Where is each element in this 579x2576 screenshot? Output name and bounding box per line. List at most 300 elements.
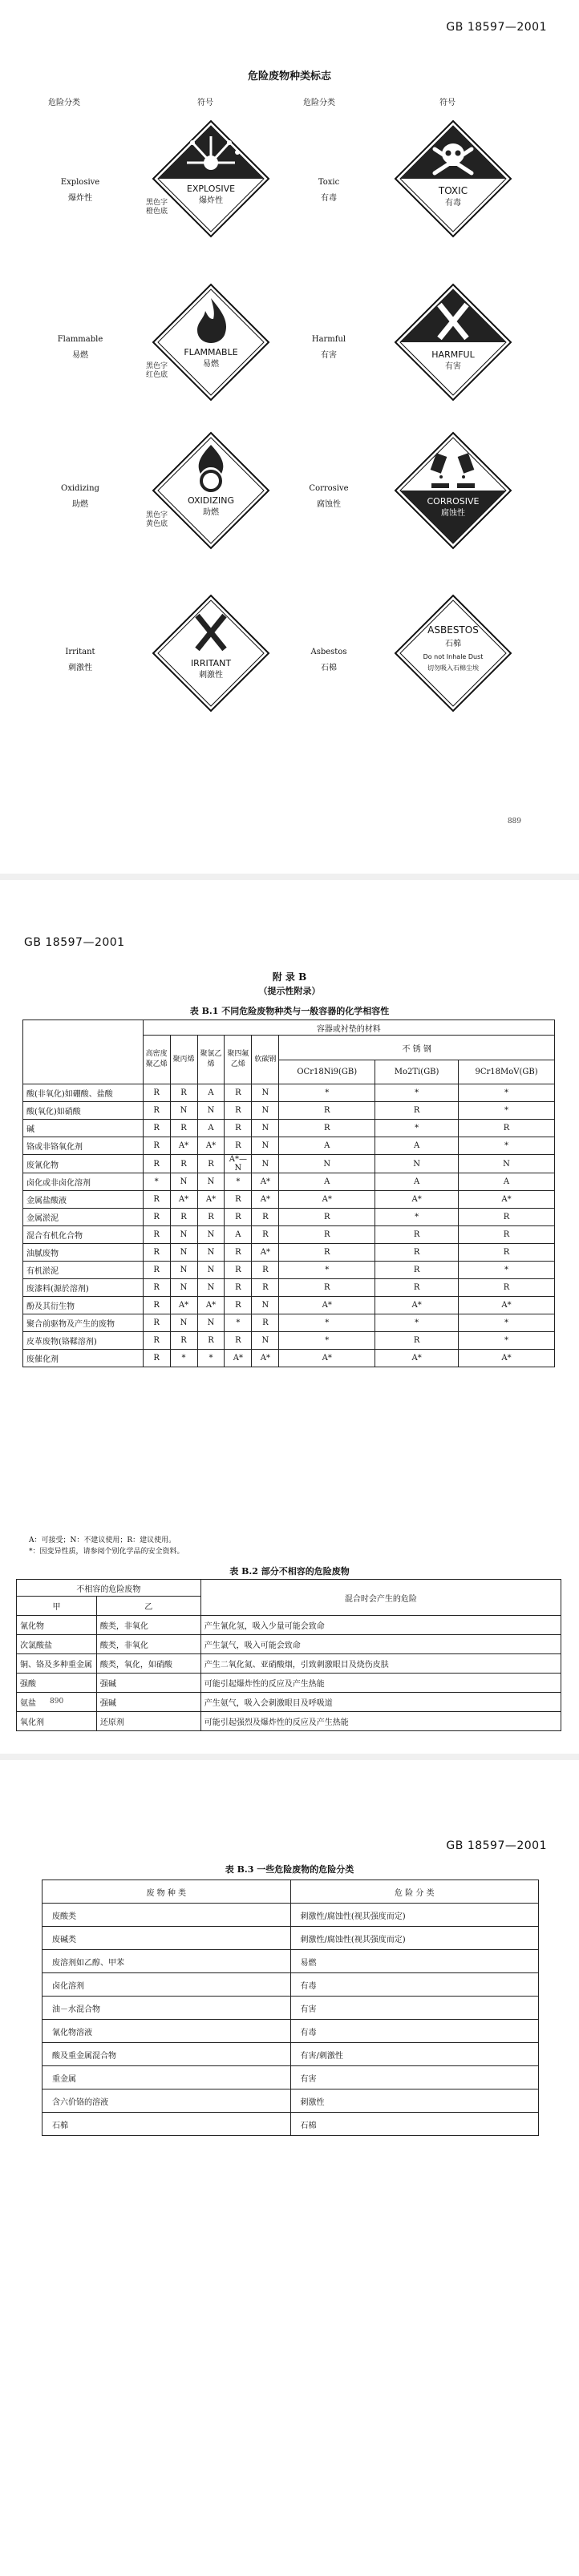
compatibility-cell: * <box>375 1209 459 1226</box>
compatibility-cell: N <box>252 1332 279 1350</box>
compatibility-cell: R <box>375 1262 459 1279</box>
table-row <box>23 1297 555 1314</box>
table-b3-cell-b: 易燃 <box>290 1950 539 1973</box>
sign-label-cn-toxic: 有毒 <box>445 199 461 208</box>
page-title: 危险废物种类标志 <box>247 71 331 83</box>
table-b2-cell-b: 强碱 <box>96 1693 200 1712</box>
table-row <box>23 1191 555 1209</box>
compatibility-cell: A <box>459 1173 555 1191</box>
table-b3-cell-a: 氰化物溶液 <box>43 2020 291 2043</box>
compatibility-cell: A* <box>279 1350 375 1367</box>
compatibility-cell: R <box>225 1084 252 1102</box>
table-row <box>23 1102 555 1120</box>
appendix-title: 附 录 B <box>272 971 307 983</box>
standard-number: GB 18597—2001 <box>24 936 125 949</box>
compatibility-cell: N <box>279 1155 375 1173</box>
table-row <box>23 1155 555 1173</box>
compatibility-cell: A* <box>279 1191 375 1209</box>
compatibility-cell: * <box>459 1262 555 1279</box>
compatibility-cell: A* <box>197 1297 225 1314</box>
compatibility-cell: N <box>197 1102 225 1120</box>
table-b3-cell-a: 重金属 <box>43 2066 291 2089</box>
table-b3-cell-a: 废酸类 <box>43 1904 291 1927</box>
color-note-explosive: 黑色字 橙色底 <box>146 199 168 216</box>
compatibility-cell: N <box>197 1262 225 1279</box>
waste-type-cell: 碱 <box>23 1120 144 1137</box>
compatibility-cell: R <box>375 1279 459 1297</box>
compatibility-cell: R <box>170 1332 197 1350</box>
compatibility-cell: R <box>225 1120 252 1137</box>
compatibility-cell: R <box>143 1350 170 1367</box>
table-b2-header-a: 甲 <box>17 1597 97 1616</box>
compatibility-cell: N <box>197 1279 225 1297</box>
table-b3-cell-b: 刺激性/腐蚀性(视其强度而定) <box>290 1927 539 1950</box>
table-row <box>23 1120 555 1137</box>
table-row <box>43 2066 539 2089</box>
compatibility-cell: A <box>279 1173 375 1191</box>
compatibility-cell: R <box>170 1084 197 1102</box>
compatibility-cell: R <box>143 1155 170 1173</box>
compatibility-cell: A* <box>225 1350 252 1367</box>
compatibility-cell: A <box>197 1120 225 1137</box>
table-b3-cell-a: 废溶剂如乙醇、甲苯 <box>43 1950 291 1973</box>
compatibility-cell: R <box>252 1262 279 1279</box>
compatibility-cell: * <box>225 1314 252 1332</box>
table-b2-cell-b: 酸类，非氧化 <box>96 1616 200 1635</box>
table-row <box>43 1904 539 1927</box>
category-en-harmful: Harmful <box>311 335 346 344</box>
waste-type-cell: 金属淤泥 <box>23 1209 144 1226</box>
compatibility-cell: * <box>459 1314 555 1332</box>
table-row <box>23 1137 555 1155</box>
table-b2-cell-a: 强酸 <box>17 1674 97 1693</box>
table-b3-cell-a: 石棉 <box>43 2113 291 2136</box>
compatibility-cell: N <box>170 1244 197 1262</box>
waste-type-cell: 废催化剂 <box>23 1350 144 1367</box>
compatibility-cell: R <box>143 1226 170 1244</box>
category-cn-harmful: 有害 <box>321 351 337 360</box>
compatibility-cell: R <box>279 1120 375 1137</box>
category-cn-oxidizing: 助燃 <box>72 500 88 509</box>
table-row <box>23 1332 555 1350</box>
compatibility-cell: A* <box>279 1297 375 1314</box>
compatibility-cell: A* <box>170 1137 197 1155</box>
table-row <box>17 1654 561 1674</box>
table-row <box>23 1314 555 1332</box>
compatibility-cell: N <box>252 1155 279 1173</box>
table-b2-cell-b: 强碱 <box>96 1674 200 1693</box>
col-header-category-1: 危险分类 <box>48 99 80 107</box>
compatibility-cell: A* <box>459 1350 555 1367</box>
compatibility-cell: R <box>225 1191 252 1209</box>
table-b2-cell-a: 氧化剂 <box>17 1712 97 1731</box>
sign-label-explosive: EXPLOSIVE <box>186 184 236 194</box>
compatibility-cell: R <box>225 1137 252 1155</box>
standard-number: GB 18597—2001 <box>446 1839 547 1852</box>
compatibility-cell: R <box>459 1209 555 1226</box>
page-890 <box>0 896 579 1730</box>
waste-type-cell: 废漆料(源於溶剂) <box>23 1279 144 1297</box>
standard-number: GB 18597—2001 <box>446 21 547 34</box>
compatibility-cell: R <box>225 1279 252 1297</box>
compatibility-cell: A* <box>375 1350 459 1367</box>
color-note-flammable: 黑色字 红色底 <box>146 362 168 379</box>
steel-header: 不 锈 钢 <box>279 1036 555 1060</box>
compatibility-cell: R <box>143 1262 170 1279</box>
compatibility-cell: N <box>170 1279 197 1297</box>
compatibility-cell: A*—N <box>225 1155 252 1173</box>
table-b2-caption: 表 B.2 部分不相容的危险废物 <box>229 1566 350 1577</box>
corrosive-sign <box>393 430 513 551</box>
compatibility-cell: * <box>197 1350 225 1367</box>
compatibility-cell: R <box>279 1226 375 1244</box>
table-b1-corner <box>23 1020 144 1084</box>
compatibility-cell: R <box>375 1226 459 1244</box>
sign-label-cn-flammable: 易燃 <box>203 360 219 369</box>
table-b3-cell-a: 油－水混合物 <box>43 1997 291 2020</box>
table-row <box>43 2089 539 2113</box>
compatibility-cell: A* <box>375 1191 459 1209</box>
compatibility-cell: R <box>225 1332 252 1350</box>
table-b2-cell-r: 产生氨气，吸入会刺激眼目及呼吸道 <box>200 1693 561 1712</box>
compatibility-cell: R <box>279 1102 375 1120</box>
sign-label-flammable: FLAMMABLE <box>184 347 238 357</box>
compatibility-cell: N <box>197 1226 225 1244</box>
compatibility-cell: R <box>279 1209 375 1226</box>
compatibility-cell: * <box>279 1332 375 1350</box>
table-row <box>43 2020 539 2043</box>
compatibility-cell: R <box>252 1279 279 1297</box>
waste-type-cell: 皮革废物(铬鞣溶剂) <box>23 1332 144 1350</box>
table-b2-header-b: 乙 <box>96 1597 200 1616</box>
flammable-sign <box>151 282 271 402</box>
harmful-sign <box>393 282 513 402</box>
table-row <box>43 1927 539 1950</box>
table-b2-group-header: 不相容的危险废物 <box>17 1580 201 1597</box>
compatibility-cell: A <box>197 1084 225 1102</box>
compatibility-cell: R <box>197 1209 225 1226</box>
sign-warning-en: Do not Inhale Dust <box>423 653 484 660</box>
table-b3-cell-b: 刺激性/腐蚀性(视其强度而定) <box>290 1904 539 1927</box>
compatibility-cell: N <box>375 1155 459 1173</box>
compatibility-cell: N <box>170 1262 197 1279</box>
page-891 <box>0 1807 579 2576</box>
compatibility-cell: R <box>197 1332 225 1350</box>
asbestos-sign <box>393 593 513 713</box>
compatibility-cell: A* <box>375 1297 459 1314</box>
table-b3-cell-b: 刺激性 <box>290 2089 539 2113</box>
category-en-flammable: Flammable <box>57 335 103 344</box>
compatibility-cell: R <box>459 1120 555 1137</box>
category-cn-corrosive: 腐蚀性 <box>317 500 341 509</box>
compatibility-cell: N <box>252 1137 279 1155</box>
table-row <box>17 1674 561 1693</box>
waste-type-cell: 酸(非氧化)如硼酸、盐酸 <box>23 1084 144 1102</box>
compatibility-cell: R <box>459 1244 555 1262</box>
waste-type-cell: 油腻废物 <box>23 1244 144 1262</box>
sign-label-oxidizing: OXIDIZING <box>188 495 234 506</box>
table-b2-cell-b: 酸类，氧化，如硝酸 <box>96 1654 200 1674</box>
table-b2-cell-r: 产生氰化氢，吸入少量可能会致命 <box>200 1616 561 1635</box>
table-b2-cell-a: 氨盐 <box>17 1693 97 1712</box>
compatibility-cell: * <box>143 1173 170 1191</box>
waste-type-cell: 酚及其衍生物 <box>23 1297 144 1314</box>
waste-type-cell: 卤化或非卤化溶剂 <box>23 1173 144 1191</box>
compatibility-cell: A* <box>252 1191 279 1209</box>
compatibility-cell: N <box>252 1102 279 1120</box>
material-header: 聚氯乙烯 <box>197 1036 225 1084</box>
compatibility-cell: R <box>279 1244 375 1262</box>
waste-type-cell: 废氰化物 <box>23 1155 144 1173</box>
compatibility-cell: R <box>375 1332 459 1350</box>
page-number: 890 <box>50 1698 64 1706</box>
table-b3-cell-a: 含六价铬的溶液 <box>43 2089 291 2113</box>
table-b1-note-1: A：可接受；N：不建议使用；R：建议使用。 <box>29 1536 176 1544</box>
table-b3-cell-b: 有害/刺激性 <box>290 2043 539 2066</box>
category-en-oxidizing: Oxidizing <box>61 484 99 493</box>
category-en-toxic: Toxic <box>318 178 340 187</box>
explosive-sign <box>151 119 271 239</box>
table-b2-cell-b: 还原剂 <box>96 1712 200 1731</box>
category-cn-irritant: 刺激性 <box>68 664 92 672</box>
compatibility-cell: R <box>252 1209 279 1226</box>
sign-label-cn-asbestos: 石棉 <box>445 640 461 648</box>
sign-label-cn-irritant: 刺激性 <box>199 671 223 680</box>
table-row <box>23 1226 555 1244</box>
table-row <box>17 1712 561 1731</box>
category-cn-flammable: 易燃 <box>72 351 88 360</box>
table-row <box>43 1997 539 2020</box>
table-b3-header-b: 危 险 分 类 <box>290 1880 539 1904</box>
compatibility-cell: R <box>170 1120 197 1137</box>
table-b3-cell-b: 有害 <box>290 2066 539 2089</box>
compatibility-cell: * <box>375 1314 459 1332</box>
compatibility-cell: N <box>170 1314 197 1332</box>
table-b3-header-a: 废 物 种 类 <box>43 1880 291 1904</box>
table-row <box>23 1173 555 1191</box>
compatibility-cell: N <box>170 1226 197 1244</box>
compatibility-cell: N <box>170 1173 197 1191</box>
material-header: 软碳钢 <box>252 1036 279 1084</box>
table-b2-cell-r: 可能引起爆炸性的反应及产生热能 <box>200 1674 561 1693</box>
compatibility-cell: A <box>375 1137 459 1155</box>
category-cn-toxic: 有毒 <box>321 194 337 203</box>
material-header: 聚四氟乙烯 <box>225 1036 252 1084</box>
irritant-sign <box>151 593 271 713</box>
compatibility-cell: R <box>143 1332 170 1350</box>
compatibility-cell: R <box>143 1209 170 1226</box>
compatibility-cell: R <box>375 1102 459 1120</box>
page-separator <box>0 874 579 880</box>
table-row <box>23 1262 555 1279</box>
table-row <box>17 1693 561 1712</box>
sign-warning-cn: 切勿吸入石棉尘埃 <box>427 664 479 672</box>
page-number: 889 <box>507 818 521 826</box>
table-b3-cell-b: 有毒 <box>290 1973 539 1997</box>
table-b2-result-header: 混合时会产生的危险 <box>200 1580 561 1616</box>
table-row <box>23 1209 555 1226</box>
table-row <box>43 2113 539 2136</box>
sign-label-corrosive: CORROSIVE <box>427 496 480 507</box>
compatibility-cell: R <box>143 1279 170 1297</box>
table-b3-caption: 表 B.3 一些危险废物的危险分类 <box>225 1864 354 1875</box>
compatibility-cell: * <box>375 1084 459 1102</box>
compatibility-cell: R <box>459 1279 555 1297</box>
sign-label-cn-oxidizing: 助燃 <box>203 508 219 517</box>
compatibility-cell: A* <box>459 1297 555 1314</box>
compatibility-cell: R <box>225 1209 252 1226</box>
material-header: 9Cr18MoV(GB) <box>459 1060 555 1084</box>
compatibility-cell: N <box>197 1173 225 1191</box>
compatibility-cell: R <box>375 1244 459 1262</box>
compatibility-cell: * <box>279 1084 375 1102</box>
table-b1-note-2: *：因变异性质，请参阅个别化学品的安全资料。 <box>29 1548 184 1556</box>
page-889 <box>0 0 579 856</box>
table-b3-cell-b: 有毒 <box>290 2020 539 2043</box>
compatibility-cell: * <box>459 1084 555 1102</box>
table-b1 <box>22 1019 555 1367</box>
table-row <box>23 1279 555 1297</box>
compatibility-cell: A* <box>197 1137 225 1155</box>
compatibility-cell: * <box>375 1120 459 1137</box>
sign-label-cn-explosive: 爆炸性 <box>199 196 223 205</box>
compatibility-cell: R <box>225 1102 252 1120</box>
compatibility-cell: N <box>252 1297 279 1314</box>
compatibility-cell: R <box>143 1314 170 1332</box>
compatibility-cell: R <box>279 1279 375 1297</box>
material-header: OCr18Ni9(GB) <box>279 1060 375 1084</box>
compatibility-cell: N <box>459 1155 555 1173</box>
waste-type-cell: 铬或非铬氧化剂 <box>23 1137 144 1155</box>
table-b2-cell-a: 次氯酸盐 <box>17 1635 97 1654</box>
sign-label-irritant: IRRITANT <box>190 658 232 668</box>
compatibility-cell: * <box>459 1332 555 1350</box>
appendix-subtitle: （提示性附录） <box>258 986 321 996</box>
color-note-oxidizing: 黑色字 黄色底 <box>146 511 168 528</box>
compatibility-cell: R <box>143 1297 170 1314</box>
compatibility-cell: A <box>279 1137 375 1155</box>
table-b2-cell-r: 可能引起强烈及爆炸性的反应及产生热能 <box>200 1712 561 1731</box>
compatibility-cell: R <box>170 1209 197 1226</box>
compatibility-cell: * <box>170 1350 197 1367</box>
compatibility-cell: R <box>143 1191 170 1209</box>
compatibility-cell: A* <box>197 1191 225 1209</box>
table-row <box>23 1350 555 1367</box>
compatibility-cell: R <box>143 1084 170 1102</box>
table-b3-cell-a: 废碱类 <box>43 1927 291 1950</box>
sign-label-cn-corrosive: 腐蚀性 <box>441 509 465 518</box>
sign-label-cn-harmful: 有害 <box>445 362 461 371</box>
sign-label-toxic: TOXIC <box>438 185 468 196</box>
compatibility-cell: * <box>279 1262 375 1279</box>
compatibility-cell: A <box>375 1173 459 1191</box>
category-cn-explosive: 爆炸性 <box>68 194 92 203</box>
compatibility-cell: R <box>143 1137 170 1155</box>
waste-type-cell: 有机淤泥 <box>23 1262 144 1279</box>
compatibility-cell: N <box>252 1120 279 1137</box>
compatibility-cell: N <box>170 1102 197 1120</box>
compatibility-cell: * <box>225 1173 252 1191</box>
compatibility-cell: N <box>197 1314 225 1332</box>
compatibility-cell: * <box>279 1314 375 1332</box>
col-header-symbol-1: 符号 <box>197 99 213 107</box>
compatibility-cell: N <box>197 1244 225 1262</box>
compatibility-cell: R <box>225 1297 252 1314</box>
table-b2-cell-a: 氰化物 <box>17 1616 97 1635</box>
table-row <box>43 2043 539 2066</box>
col-header-symbol-2: 符号 <box>439 99 456 107</box>
category-en-asbestos: Asbestos <box>310 648 347 656</box>
waste-type-cell: 聚合前驱物及产生的废物 <box>23 1314 144 1332</box>
compatibility-cell: R <box>170 1155 197 1173</box>
table-b3-cell-a: 卤化溶剂 <box>43 1973 291 1997</box>
category-cn-asbestos: 石棉 <box>321 664 337 672</box>
table-b2-cell-r: 产生二氧化氮、亚硝酸烟，引致刺激眼目及烧伤皮肤 <box>200 1654 561 1674</box>
table-b2 <box>16 1579 561 1731</box>
compatibility-cell: A* <box>170 1191 197 1209</box>
compatibility-cell: * <box>459 1137 555 1155</box>
oxidizing-sign <box>151 430 271 551</box>
compatibility-cell: R <box>143 1244 170 1262</box>
table-b2-cell-a: 铜、铬及多种重金属 <box>17 1654 97 1674</box>
material-header: 高密度聚乙烯 <box>143 1036 170 1084</box>
compatibility-cell: R <box>459 1226 555 1244</box>
table-row <box>43 1973 539 1997</box>
table-row <box>17 1616 561 1635</box>
material-header: 聚丙烯 <box>170 1036 197 1084</box>
table-b3-cell-b: 石棉 <box>290 2113 539 2136</box>
waste-type-cell: 酸(氧化)如硝酸 <box>23 1102 144 1120</box>
compatibility-cell: A* <box>252 1350 279 1367</box>
compatibility-cell: R <box>143 1120 170 1137</box>
table-row <box>23 1084 555 1102</box>
compatibility-cell: A* <box>252 1244 279 1262</box>
table-row <box>17 1635 561 1654</box>
compatibility-cell: * <box>459 1102 555 1120</box>
compatibility-cell: A* <box>170 1297 197 1314</box>
toxic-sign <box>393 119 513 239</box>
table-b2-cell-r: 产生氯气，吸入可能会致命 <box>200 1635 561 1654</box>
sign-label-asbestos: ASBESTOS <box>427 624 479 636</box>
waste-type-cell: 金属盐酸液 <box>23 1191 144 1209</box>
material-header: Mo2Ti(GB) <box>375 1060 459 1084</box>
compatibility-cell: A* <box>459 1191 555 1209</box>
table-b3-cell-b: 有害 <box>290 1997 539 2020</box>
compatibility-cell: A <box>225 1226 252 1244</box>
table-b3 <box>42 1880 539 2136</box>
table-b2-cell-b: 酸类，非氧化 <box>96 1635 200 1654</box>
compatibility-cell: R <box>252 1226 279 1244</box>
category-en-irritant: Irritant <box>65 648 95 656</box>
compatibility-cell: R <box>225 1262 252 1279</box>
category-en-corrosive: Corrosive <box>309 484 349 493</box>
page-separator <box>0 1754 579 1760</box>
table-b1-caption: 表 B.1 不同危险废物种类与一般容器的化学相容性 <box>189 1006 390 1016</box>
table-b1-group-header: 容器或衬垫的材料 <box>143 1020 554 1036</box>
compatibility-cell: N <box>252 1084 279 1102</box>
compatibility-cell: A* <box>252 1173 279 1191</box>
table-b3-cell-a: 酸及重金属混合物 <box>43 2043 291 2066</box>
compatibility-cell: R <box>252 1314 279 1332</box>
compatibility-cell: R <box>225 1244 252 1262</box>
compatibility-cell: R <box>197 1155 225 1173</box>
sign-label-harmful: HARMFUL <box>431 349 475 360</box>
table-row <box>43 1950 539 1973</box>
col-header-category-2: 危险分类 <box>303 99 335 107</box>
category-en-explosive: Explosive <box>60 178 100 187</box>
table-row <box>23 1244 555 1262</box>
compatibility-cell: R <box>143 1102 170 1120</box>
